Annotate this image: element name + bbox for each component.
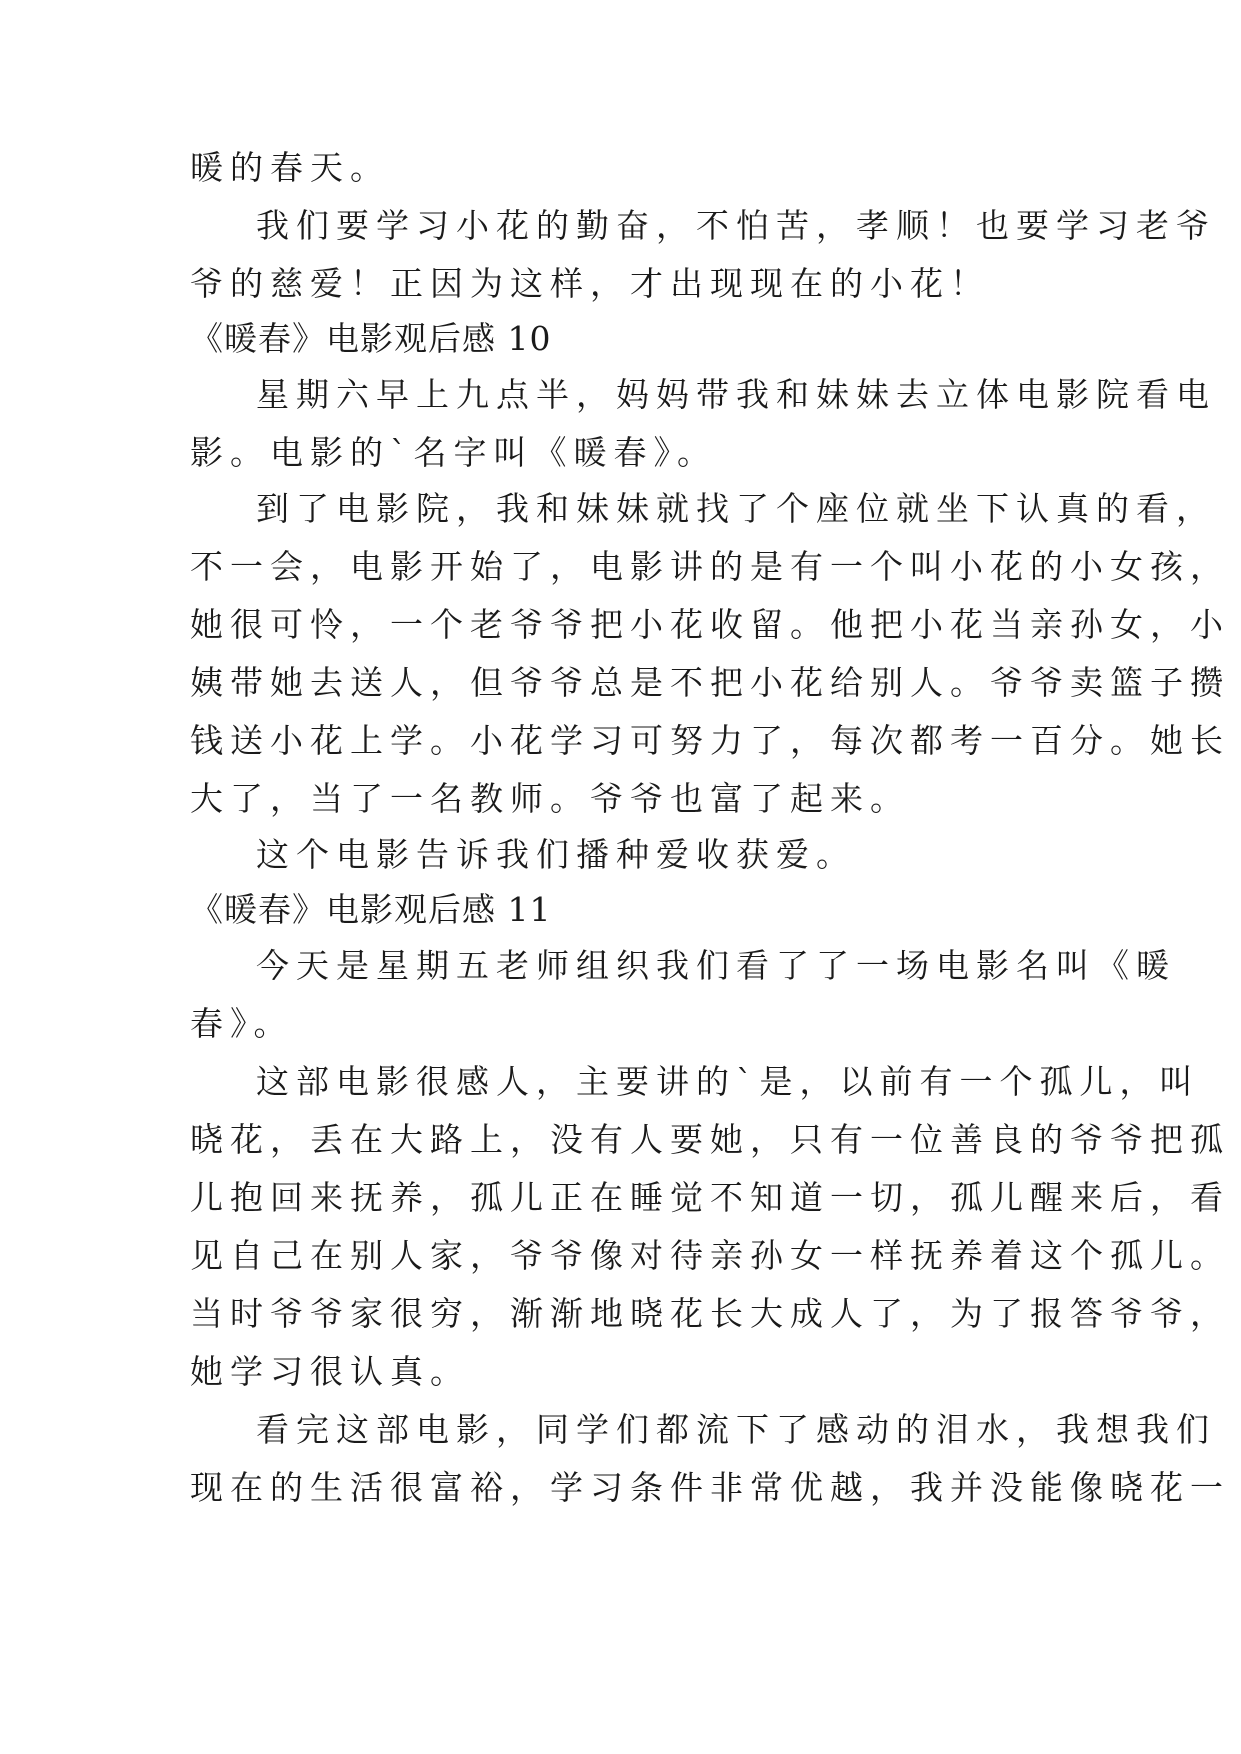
paragraph-line: 星期六早上九点半，妈妈带我和妹妹去立体电影院看电 (256, 375, 1216, 414)
paragraph-line: 看完这部电影，同学们都流下了感动的泪水，我想我们 (256, 1410, 1216, 1449)
paragraph-line: 大了，当了一名教师。爷爷也富了起来。 (190, 779, 910, 818)
paragraph-line: 到了电影院，我和妹妹就找了个座位就坐下认真的看， (256, 489, 1216, 528)
paragraph-line: 晓花，丢在大路上，没有人要她，只有一位善良的爷爷把孤 (190, 1120, 1230, 1159)
paragraph-line: 爷的慈爱！正因为这样，才出现现在的小花！ (190, 264, 990, 303)
paragraph-line: 我们要学习小花的勤奋，不怕苦，孝顺！也要学习老爷 (256, 206, 1216, 245)
paragraph-line: 暖的春天。 (190, 148, 390, 187)
section-heading: 《暖春》电影观后感 11 (190, 890, 552, 929)
paragraph-line: 见自己在别人家，爷爷像对待亲孙女一样抚养着这个孤儿。 (190, 1236, 1230, 1275)
paragraph-line: 儿抱回来抚养，孤儿正在睡觉不知道一切，孤儿醒来后，看 (190, 1178, 1230, 1217)
paragraph-line: 当时爷爷家很穷，渐渐地晓花长大成人了，为了报答爷爷， (190, 1294, 1230, 1333)
paragraph-line: 这部电影很感人，主要讲的`是，以前有一个孤儿，叫 (256, 1062, 1200, 1101)
paragraph-line: 这个电影告诉我们播种爱收获爱。 (256, 835, 856, 874)
section-heading: 《暖春》电影观后感 10 (190, 319, 552, 358)
paragraph-line: 姨带她去送人，但爷爷总是不把小花给别人。爷爷卖篮子攒 (190, 663, 1230, 702)
paragraph-line: 春》。 (190, 1004, 294, 1043)
paragraph-line: 她很可怜，一个老爷爷把小花收留。他把小花当亲孙女，小 (190, 605, 1230, 644)
paragraph-line: 不一会，电影开始了，电影讲的是有一个叫小花的小女孩， (190, 547, 1230, 586)
paragraph-line: 现在的生活很富裕，学习条件非常优越，我并没能像晓花一 (190, 1468, 1230, 1507)
paragraph-line: 她学习很认真。 (190, 1352, 470, 1391)
paragraph-line: 今天是星期五老师组织我们看了了一场电影名叫《暖 (256, 946, 1176, 985)
paragraph-line: 影。电影的`名字叫《暖春》。 (190, 433, 717, 472)
paragraph-line: 钱送小花上学。小花学习可努力了，每次都考一百分。她长 (190, 721, 1230, 760)
